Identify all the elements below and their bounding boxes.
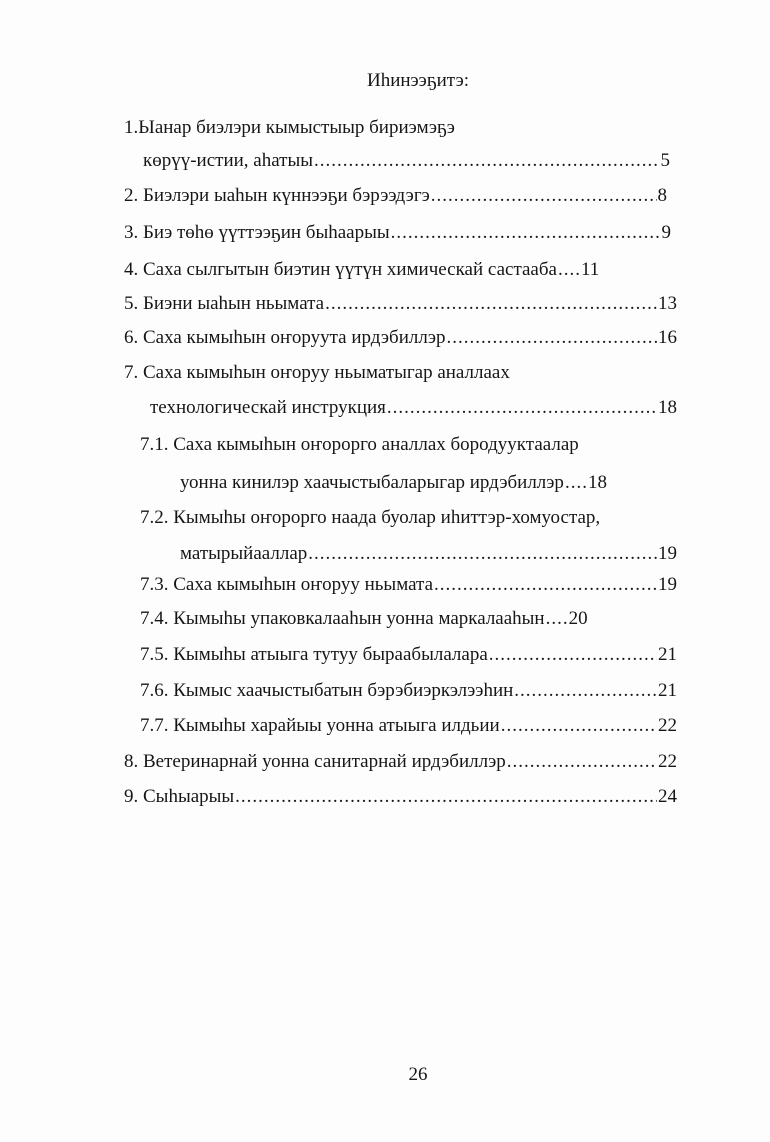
dot-leader xyxy=(235,786,657,808)
toc-entry-page: 8 xyxy=(657,185,667,206)
toc-entry-page: 11 xyxy=(580,259,600,280)
toc-entry-text: 6. Саха кымыhын оҥоруута ирдэбиллэр xyxy=(124,327,446,348)
toc-entry-page: 18 xyxy=(658,397,677,418)
toc-entry-7-3[interactable] xyxy=(140,574,677,596)
toc-entry-page: 5 xyxy=(660,150,670,171)
dot-leader xyxy=(501,715,657,737)
dot-leader xyxy=(514,680,657,702)
dot-leader xyxy=(489,644,657,666)
dot-leader xyxy=(314,150,659,172)
toc-entry-text: 7.6. Кымыс хаачыстыбатын бэрэбиэркэлээhин xyxy=(140,680,514,701)
toc-entry-page: 22 xyxy=(658,715,677,736)
toc-entry-text: 7.4. Кымыhы упаковкалааhын уонна маркалааhын xyxy=(140,608,545,629)
toc-entry-7-5[interactable] xyxy=(140,644,677,666)
toc-entry-page: 21 xyxy=(658,680,677,701)
toc-entry-7-1[interactable] xyxy=(180,472,677,494)
toc-entry-page: 24 xyxy=(658,786,677,807)
toc-entry-4[interactable] xyxy=(124,259,677,281)
toc-entry-3[interactable] xyxy=(124,222,671,244)
toc-entry-text: 3. Биэ төhө үүттээҕин быhаарыы xyxy=(124,222,390,243)
toc-entry-9[interactable] xyxy=(124,786,677,808)
toc-entry-7-7[interactable] xyxy=(140,715,677,737)
dot-leader xyxy=(308,543,657,565)
toc-entry-page: 19 xyxy=(658,543,677,564)
toc-entry-text: 9. Сыhыарыы xyxy=(124,786,235,807)
toc-entry-page: 21 xyxy=(658,644,677,665)
dot-leader xyxy=(565,472,587,494)
toc-entry-page: 18 xyxy=(587,472,607,493)
dot-leader xyxy=(434,574,657,596)
toc-entry-page: 22 xyxy=(658,751,677,772)
toc-entry-text: 2. Биэлэри ыаhын күннээҕи бэрээдэгэ xyxy=(124,185,430,206)
dot-leader xyxy=(391,222,661,244)
toc-entry-1[interactable] xyxy=(143,150,670,172)
toc-entry-5[interactable] xyxy=(124,293,677,315)
toc-entry-text: 4. Саха сылгытын биэтин үүтүн химическай састааба xyxy=(124,259,557,280)
toc-entry-8[interactable] xyxy=(124,751,677,773)
toc-entry-7-4[interactable] xyxy=(140,608,677,630)
toc-entry-text: уонна кинилэр хаачыстыбаларыгар ирдэбиллэр xyxy=(180,472,564,493)
toc-entry-text: технологическай инструкция xyxy=(150,397,386,418)
toc-entry-7-first-line: 7. Саха кымыhын оҥоруу ньыматыгар аналлаах xyxy=(124,362,510,383)
toc-entry-text: 7.3. Саха кымыhын оҥоруу ньымата xyxy=(140,574,433,595)
toc-entry-1-first-line: 1.Ыанар биэлэри кымыстыыр бириэмэҕэ xyxy=(124,117,455,138)
dot-leader xyxy=(446,327,657,349)
toc-entry-text: 8. Ветеринарнай уонна санитарнай ирдэбиллэр xyxy=(124,751,506,772)
toc-entry-page: 16 xyxy=(658,327,677,348)
toc-entry-6[interactable] xyxy=(124,327,677,349)
page-number: 26 xyxy=(408,1064,428,1085)
dot-leader xyxy=(507,751,657,773)
toc-entry-text: көрүү-истии, аhатыы xyxy=(143,150,314,171)
dot-leader xyxy=(558,259,580,281)
toc-entry-text: матырыйааллар xyxy=(180,543,308,564)
toc-entry-page: 20 xyxy=(568,608,588,629)
toc-entry-text: 7.7. Кымыhы харайыы уонна атыыга илдьии xyxy=(140,715,500,736)
toc-entry-7-2[interactable] xyxy=(180,543,677,565)
dot-leader xyxy=(546,608,568,630)
toc-heading: Иhинээҕитэ: xyxy=(366,70,470,91)
dot-leader xyxy=(431,185,657,207)
toc-entry-7[interactable] xyxy=(150,397,677,419)
dot-leader xyxy=(387,397,657,419)
toc-entry-7-6[interactable] xyxy=(140,680,677,702)
toc-entry-text: 5. Биэни ыаhын ньымата xyxy=(124,293,325,314)
toc-entry-page: 13 xyxy=(658,293,677,314)
toc-entry-2[interactable] xyxy=(124,185,667,207)
toc-entry-page: 19 xyxy=(658,574,677,595)
toc-entry-7-2-first-line: 7.2. Кымыhы оҥорорго наада буолар иhиттэр-хомуостар, xyxy=(140,507,601,528)
toc-entry-text: 7.5. Кымыhы атыыга тутуу быраабылалара xyxy=(140,644,488,665)
dot-leader xyxy=(325,293,657,315)
toc-entry-page: 9 xyxy=(661,222,671,243)
toc-entry-7-1-first-line: 7.1. Саха кымыhын оҥорорго аналлах бородууктаалар xyxy=(140,434,579,455)
